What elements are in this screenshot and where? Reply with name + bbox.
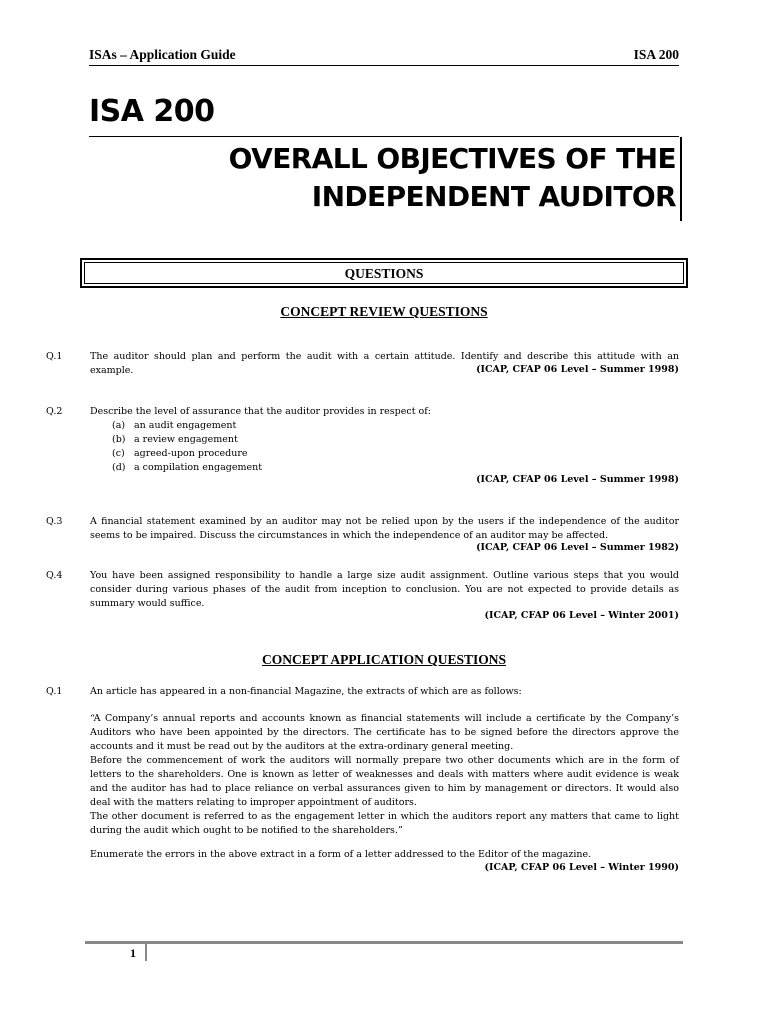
question-reference: (ICAP, CFAP 06 Level – Winter 2001): [484, 610, 679, 621]
question-reference: (ICAP, CFAP 06 Level – Winter 1990): [484, 862, 679, 873]
header-divider: [89, 65, 679, 66]
extract-paragraph: “A Company’s annual reports and accounts known as financial statements will include a certificate by the Company’s Auditors who have been appointed by the directors. The certificate has to be signed before the directors approve the accounts and it must be read out by the auditors at the extra-ordinary general meeting.: [90, 713, 679, 752]
list-item-label: (d): [112, 462, 126, 473]
list-item: [112, 461, 262, 475]
question-reference: (ICAP, CFAP 06 Level – Summer 1982): [476, 542, 679, 553]
question-number: Q.2: [46, 406, 63, 417]
question-number: Q.1: [46, 351, 63, 362]
list-item: [112, 419, 236, 433]
question-text: You have been assigned responsibility to handle a large size audit assignment. Outline various steps that you would consider during various phases of the audit from inception to conclusion. You are not expected to provide details as summary would suffice.: [90, 570, 679, 609]
title-divider: [89, 136, 679, 137]
running-header: [89, 47, 679, 65]
question-instruction: Enumerate the errors in the above extract in a form of a letter addressed to the Editor of the magazine.: [90, 849, 592, 860]
list-item-label: (c): [112, 448, 125, 459]
question-text: A financial statement examined by an auditor may not be relied upon by the users if the independence of the auditor seems to be impaired. Discuss the circumstances in which the independence of an auditor may be affected.: [90, 516, 679, 541]
question-number: Q.3: [46, 516, 63, 527]
question-number: Q.1: [46, 686, 63, 697]
page-number: 1: [130, 946, 136, 960]
concept-application-heading: CONCEPT APPLICATION QUESTIONS: [261, 652, 507, 667]
list-item-text: a compilation engagement: [134, 462, 263, 473]
concept-review-heading: CONCEPT REVIEW QUESTIONS: [280, 304, 488, 319]
standard-number-title: ISA 200: [89, 94, 215, 129]
question-reference: (ICAP, CFAP 06 Level – Summer 1998): [476, 474, 679, 485]
questions-banner: [80, 258, 688, 288]
question-reference: (ICAP, CFAP 06 Level – Summer 1998): [476, 364, 679, 375]
extract-paragraph: Before the commencement of work the auditors will normally prepare two other documents which are in the form of letters to the shareholders. One is known as letter of weaknesses and deals with matters where audit evidence is weak and the auditor has had to place reliance on verbal assurances given to him by management or directors. It would also deal with the matters relating to improper appointment of auditors.: [90, 755, 679, 808]
list-item: [112, 433, 238, 447]
question-text: Describe the level of assurance that the auditor provides in respect of:: [90, 406, 431, 417]
page-number-bar: [145, 943, 147, 961]
list-item-text: a review engagement: [134, 434, 238, 445]
extract-paragraph: The other document is referred to as the engagement letter in which the auditors report any matters that came to light during the audit which ought to be notified to the shareholders.”: [90, 811, 679, 836]
list-item: [112, 447, 248, 461]
header-guide-title: ISAs – Application Guide: [89, 47, 236, 62]
page-title: [229, 140, 676, 216]
footer-divider: [85, 941, 683, 944]
list-item-label: (b): [112, 434, 126, 445]
list-item-label: (a): [112, 420, 126, 431]
header-standard-number: ISA 200: [633, 47, 679, 62]
list-item-text: agreed-upon procedure: [134, 448, 248, 459]
article-extract: [90, 712, 679, 838]
question-intro: An article has appeared in a non-financial Magazine, the extracts of which are as follows:: [90, 686, 522, 697]
title-side-bar: [680, 137, 682, 221]
question-number: Q.4: [46, 570, 63, 581]
page-title-line-2: INDEPENDENT AUDITOR: [311, 180, 676, 213]
page-title-line-1: OVERALL OBJECTIVES OF THE: [228, 142, 676, 175]
list-item-text: an audit engagement: [134, 420, 237, 431]
questions-banner-label: QUESTIONS: [84, 262, 684, 284]
question-text: The auditor should plan and perform the audit with a certain attitude. Identify and describe this attitude with an example.: [90, 351, 679, 376]
